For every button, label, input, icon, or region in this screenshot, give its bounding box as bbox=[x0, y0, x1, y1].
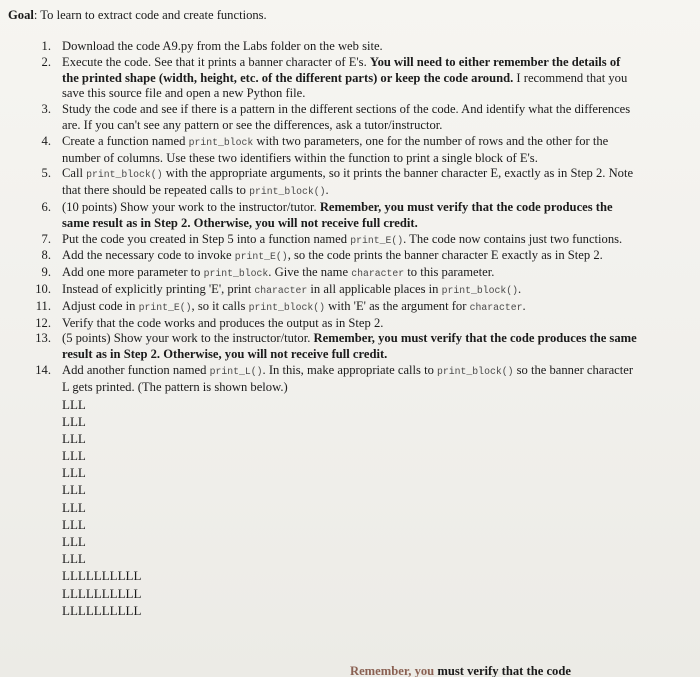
inline-code: print_block bbox=[188, 136, 254, 148]
step-text: Download the code A9.py from the Labs folder on the web site. bbox=[62, 39, 383, 53]
step-text: Add one more parameter to bbox=[62, 265, 204, 280]
step-text: Create a function named bbox=[62, 133, 189, 148]
step-text: . bbox=[522, 298, 526, 313]
inline-code: print_E() bbox=[138, 301, 192, 313]
step-number: 9. bbox=[41, 265, 51, 280]
step-number: 5. bbox=[41, 166, 51, 181]
step-number: 1. bbox=[41, 39, 51, 53]
step-text: so the banner character L gets printed. (The pattern is shown below.) bbox=[62, 362, 634, 394]
inline-code: print_L() bbox=[209, 365, 263, 377]
step-text: (10 points) Show your work to the instructor/tutor. bbox=[62, 199, 320, 214]
pattern-row: LLL bbox=[62, 413, 86, 429]
step-number: 11. bbox=[35, 298, 51, 313]
inline-code: print_E() bbox=[234, 251, 288, 263]
step-item bbox=[0, 166, 640, 200]
inline-code: character bbox=[469, 301, 523, 313]
cutoff-main-text: must verify that the code bbox=[437, 664, 571, 677]
step-item bbox=[0, 39, 640, 55]
pattern-row: LLL bbox=[62, 448, 86, 464]
step-text: . Give the name bbox=[268, 265, 352, 280]
letter-l-pattern bbox=[62, 396, 640, 619]
step-text: , so it calls bbox=[191, 298, 249, 313]
step-text: Study the code and see if there is a pattern in the different sections of the code. And identify what the differences are. If you can't see any pattern or see the differences, ask a tutor/instructor. bbox=[62, 102, 631, 132]
inline-code: print_block() bbox=[248, 301, 325, 313]
step-number: 8. bbox=[41, 248, 51, 263]
step-text: Add another function named bbox=[62, 362, 210, 377]
step-number: 2. bbox=[41, 54, 51, 69]
goal-text: : To learn to extract code and create functions. bbox=[33, 8, 267, 22]
bold-text: Remember, you must verify that the code produces the same result as in Step 2. Otherwise, you will not receive full credit. bbox=[62, 199, 613, 230]
step-text: . bbox=[325, 183, 329, 198]
step-item bbox=[0, 200, 640, 232]
step-text: in all applicable places in bbox=[307, 281, 442, 296]
steps-list bbox=[0, 39, 640, 619]
step-text: I recommend that you save this source file and open a new Python file. bbox=[62, 70, 628, 101]
step-text: (5 points) Show your work to the instructor/tutor. bbox=[62, 331, 314, 346]
step-item bbox=[0, 55, 640, 102]
pattern-row: LLL bbox=[62, 551, 86, 567]
step-item bbox=[0, 282, 640, 299]
pattern-row: LLL bbox=[62, 516, 86, 532]
step-text: Verify that the code works and produces the output as in Step 2. bbox=[62, 315, 384, 330]
pattern-row: LLL bbox=[62, 499, 86, 515]
step-number: 14. bbox=[35, 362, 51, 377]
step-text: with the appropriate arguments, so it prints the banner character E, exactly as in Step 2. Note that there should be repeated calls to bbox=[62, 166, 634, 198]
inline-code: character bbox=[351, 268, 405, 280]
goal-line bbox=[8, 8, 267, 24]
cutoff-text bbox=[350, 664, 571, 677]
inline-code: character bbox=[254, 284, 308, 296]
step-number: 4. bbox=[41, 133, 51, 148]
pattern-row: LLLLLLLLLL bbox=[62, 585, 142, 601]
inline-code: print_block() bbox=[441, 284, 519, 296]
bold-text: Remember, you must verify that the code produces the same result as in Step 2. Otherwise, you will not receive full credit. bbox=[62, 331, 637, 362]
step-item bbox=[0, 299, 640, 316]
step-text: with 'E' as the argument for bbox=[325, 298, 470, 313]
step-number: 12. bbox=[35, 315, 51, 330]
step-text: to this parameter. bbox=[404, 265, 495, 280]
pattern-row: LLL bbox=[62, 430, 86, 446]
step-item bbox=[0, 363, 640, 619]
bold-text: You will need to either remember the details of the printed shape (width, height, etc. of the different parts) or keep the code around. bbox=[62, 54, 621, 85]
inline-code: print_block() bbox=[249, 186, 326, 198]
step-number: 10. bbox=[35, 281, 51, 296]
pattern-row: LLL bbox=[62, 534, 86, 550]
step-text: with two parameters, one for the number of rows and the other for the number of columns. Use these two identifiers within the function to print a single block of E's. bbox=[62, 133, 609, 165]
step-item bbox=[0, 331, 640, 363]
step-number: 6. bbox=[41, 199, 51, 214]
step-text: , so the code prints the banner character E exactly as in Step 2. bbox=[287, 248, 603, 263]
pattern-row: LLL bbox=[62, 396, 86, 412]
step-text: Execute the code. See that it prints a banner character of E's. bbox=[62, 54, 370, 69]
step-text: Instead of explicitly printing 'E', print bbox=[62, 281, 255, 296]
step-text: . bbox=[518, 281, 522, 296]
pattern-row: LLLLLLLLLL bbox=[62, 568, 142, 584]
step-item bbox=[0, 265, 640, 282]
step-item bbox=[0, 102, 640, 134]
step-item bbox=[0, 316, 640, 332]
step-text: Call bbox=[62, 166, 87, 181]
step-text: Adjust code in bbox=[62, 298, 139, 313]
step-text: Add the necessary code to invoke bbox=[62, 248, 235, 263]
pattern-row: LLL bbox=[62, 465, 86, 481]
step-text: Put the code you created in Step 5 into a function named bbox=[62, 231, 351, 246]
step-item bbox=[0, 232, 640, 249]
inline-code: print_E() bbox=[350, 234, 404, 246]
step-text: . In this, make appropriate calls to bbox=[262, 362, 438, 377]
step-number: 3. bbox=[41, 102, 51, 117]
step-number: 7. bbox=[41, 231, 51, 246]
goal-label: Goal bbox=[8, 8, 34, 22]
pattern-row: LLLLLLLLLL bbox=[62, 602, 142, 618]
step-text: . The code now contains just two functions. bbox=[403, 231, 623, 246]
inline-code: print_block() bbox=[437, 365, 514, 377]
step-item bbox=[0, 134, 640, 167]
inline-code: print_block bbox=[203, 268, 269, 280]
inline-code: print_block() bbox=[86, 169, 163, 181]
pattern-row: LLL bbox=[62, 482, 86, 498]
step-item bbox=[0, 248, 640, 265]
step-number: 13. bbox=[35, 331, 51, 346]
cutoff-faded-text: Remember, you bbox=[350, 664, 438, 677]
